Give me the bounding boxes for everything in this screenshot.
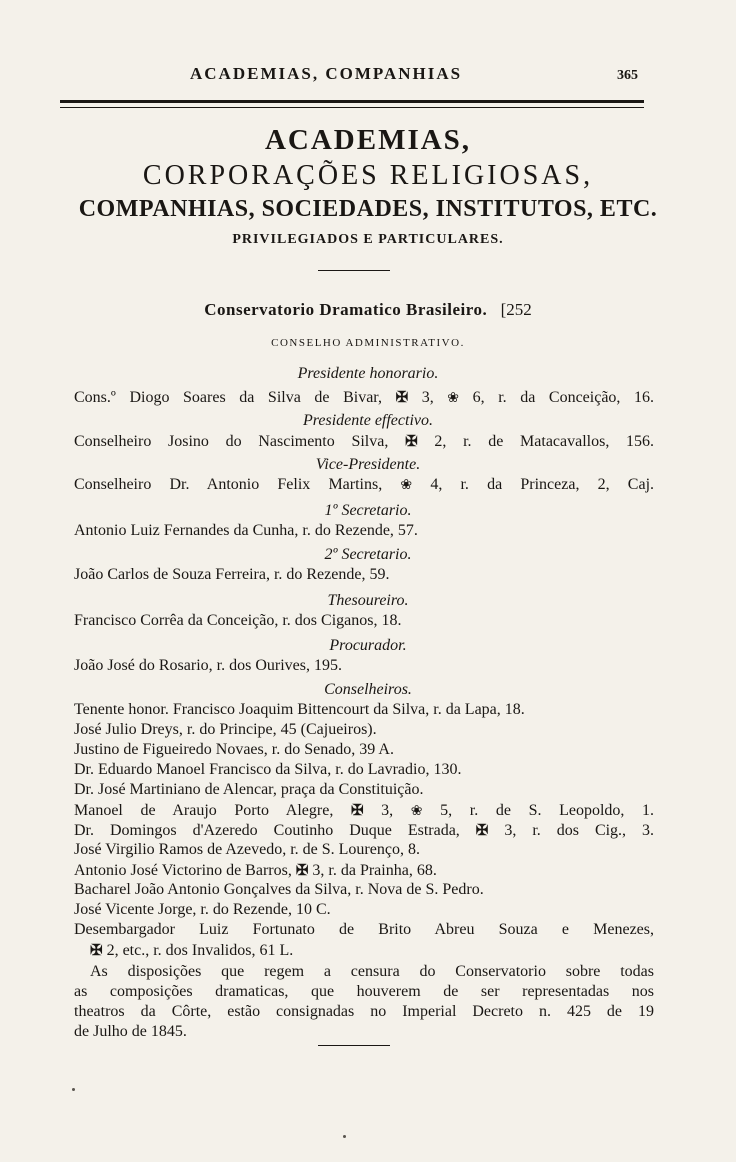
order-grade: 2,: [106, 942, 119, 959]
rose-order-icon: ❀: [400, 478, 413, 493]
conselheiro-entry: [74, 821, 654, 840]
conselheiro-entry: [74, 801, 654, 820]
order-grade: 2,: [434, 433, 447, 450]
institution-title: [0, 300, 736, 320]
member-address: etc., r. dos Invalidos, 61 L.: [122, 942, 294, 959]
header-double-rule: [60, 100, 644, 108]
member-name: Cons.º Diogo Soares da Silva de Bivar,: [74, 389, 382, 406]
running-title: ACADEMIAS, COMPANHIAS: [190, 64, 463, 83]
role-procurador: Procurador.: [329, 637, 407, 654]
member-address: r. de Matacavallos, 156.: [463, 433, 655, 450]
closing-divider: [318, 1045, 390, 1046]
role-thesoureiro: Thesoureiro.: [327, 592, 409, 609]
member-presidente-honorario: [74, 388, 654, 407]
conselheiro-entry: José Vicente Jorge, r. do Rezende, 10 C.: [74, 901, 331, 918]
role-presidente-effectivo: Presidente effectivo.: [302, 412, 433, 429]
member-1-secretario: Antonio Luiz Fernandes da Cunha, r. do Rezende, 57.: [74, 522, 418, 539]
conselheiro-entry: Dr. Eduardo Manoel Francisco da Silva, r. do Lavradio, 130.: [74, 761, 462, 778]
role-conselheiros: Conselheiros.: [324, 681, 412, 698]
member-name: Conselheiro Dr. Antonio Felix Martins,: [74, 476, 383, 493]
cross-of-christ-icon: ✠: [295, 863, 309, 879]
rose-order-icon: ❀: [410, 804, 423, 819]
note-paragraph-line: as composições dramaticas, que houverem de ser representadas nos: [74, 983, 654, 1000]
conselheiro-entry: José Virgilio Ramos de Azevedo, r. de S. Lourenço, 8.: [74, 841, 420, 858]
section-heading-line3: COMPANHIAS, SOCIEDADES, INSTITUTOS, ETC.: [78, 196, 658, 222]
conselheiro-entry: Bacharel João Antonio Gonçalves da Silva, r. Nova de S. Pedro.: [74, 881, 484, 898]
order-grade: 6,: [472, 389, 485, 406]
role-1-secretario: 1º Secretario.: [324, 502, 412, 519]
order-grade: 3,: [312, 862, 325, 879]
member-2-secretario: João Carlos de Souza Ferreira, r. do Rezende, 59.: [74, 566, 390, 583]
role-presidente-honorario: Presidente honorario.: [297, 365, 439, 382]
section-heading-line4: PRIVILEGIADOS E PARTICULARES.: [232, 232, 504, 247]
order-grade: 3,: [381, 802, 394, 819]
conselheiro-entry: Dr. José Martiniano de Alencar, praça da Constituição.: [74, 781, 424, 798]
note-paragraph-line: As disposições que regem a censura do Conservatorio sobre todas: [90, 963, 654, 980]
order-grade: 4,: [430, 476, 443, 493]
member-address: r. de S. Leopoldo, 1.: [469, 802, 655, 819]
cross-of-christ-icon: ✠: [90, 943, 103, 959]
cross-of-christ-icon: ✠: [405, 434, 418, 450]
institution-number: [252: [500, 300, 532, 319]
member-vice-presidente: [74, 476, 654, 494]
conselheiro-entry: Justino de Figueiredo Novaes, r. do Senado, 39 A.: [74, 741, 394, 758]
note-paragraph-line: de Julho de 1845.: [74, 1023, 187, 1040]
page-number: 365: [617, 68, 638, 83]
member-thesoureiro: Francisco Corrêa da Conceição, r. dos Ciganos, 18.: [74, 612, 402, 629]
note-paragraph-line: theatros da Côrte, estão consignadas no Imperial Decreto n. 425 de 19: [74, 1003, 654, 1020]
member-address: r. da Princeza, 2, Caj.: [460, 476, 655, 493]
paper-speck: [343, 1135, 346, 1138]
role-vice-presidente: Vice-Presidente.: [315, 456, 421, 473]
paper-speck: [72, 1088, 75, 1091]
rose-order-icon: ❀: [447, 391, 460, 406]
member-address: r. da Prainha, 68.: [328, 862, 437, 879]
member-name: Manoel de Araujo Porto Alegre,: [74, 802, 334, 819]
member-procurador: João José do Rosario, r. dos Ourives, 195.: [74, 657, 342, 674]
conselheiro-entry-continued: [90, 941, 670, 960]
cross-of-christ-icon: ✠: [350, 803, 364, 819]
order-grade: 3,: [421, 389, 434, 406]
member-name: Conselheiro Josino do Nascimento Silva,: [74, 433, 389, 450]
institution-subtitle: CONSELHO ADMINISTRATIVO.: [271, 337, 465, 349]
conselheiro-entry: [74, 861, 654, 880]
member-address: r. dos Cig., 3.: [532, 822, 655, 839]
institution-name: Conservatorio Dramatico Brasileiro.: [204, 300, 488, 319]
order-grade: 3,: [504, 822, 517, 839]
member-address: r. da Conceição, 16.: [498, 389, 654, 406]
conselheiro-entry: Desembargador Luiz Fortunato de Brito Abreu Souza e Menezes,: [74, 921, 654, 938]
order-grade: 5,: [440, 802, 453, 819]
section-divider: [318, 270, 390, 271]
section-heading-line2: CORPORAÇÕES RELIGIOSAS,: [142, 160, 594, 191]
running-head: [0, 62, 736, 86]
member-name: Antonio José Victorino de Barros,: [74, 862, 292, 879]
role-2-secretario: 2º Secretario.: [324, 546, 412, 563]
conselheiro-entry: Tenente honor. Francisco Joaquim Bittencourt da Silva, r. da Lapa, 18.: [74, 701, 525, 718]
conselheiro-entry: José Julio Dreys, r. do Principe, 45 (Cajueiros).: [74, 721, 377, 738]
member-name: Dr. Domingos d'Azeredo Coutinho Duque Estrada,: [74, 822, 460, 839]
cross-of-christ-icon: ✠: [395, 390, 409, 406]
section-heading-line1: ACADEMIAS,: [264, 124, 472, 156]
member-presidente-effectivo: [74, 432, 654, 451]
cross-of-christ-icon: ✠: [475, 823, 489, 839]
